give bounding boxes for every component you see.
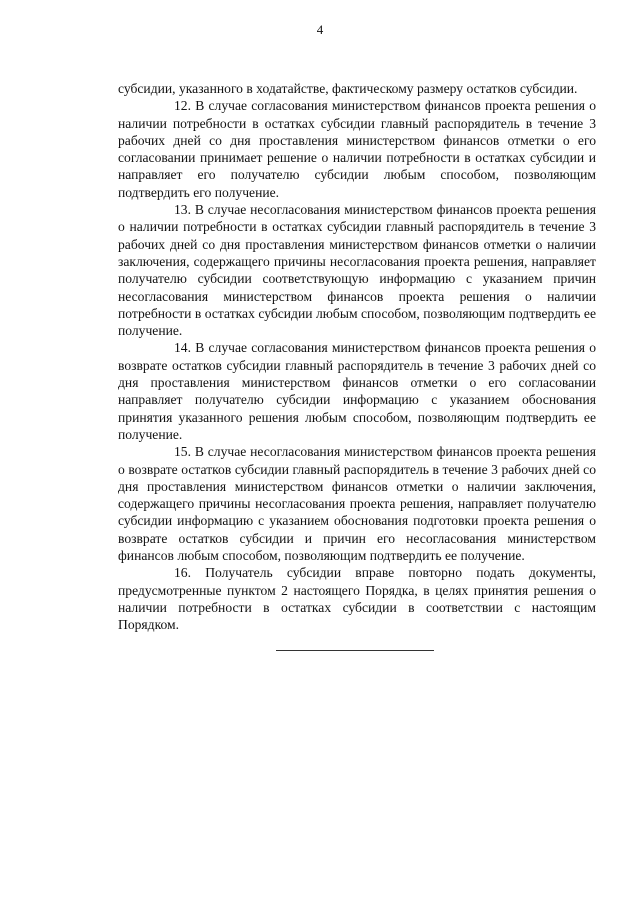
document-body bbox=[118, 80, 596, 634]
paragraph-12: 12. В случае согласования министерством финансов проекта решения о наличии потребности в остатках субсидии главный распорядитель в течение 3 рабочих дней со дня проставления министерством финансов отметки о его согласовании принимает решение о наличии потребности в остатках субсидии и направляет его получателю субсидии любым способом, позволяющим подтвердить его получение. bbox=[118, 98, 596, 200]
paragraph-13: 13. В случае несогласования министерством финансов проекта решения о наличии потребности в остатках субсидии главный распорядитель в течение 3 рабочих дней со дня проставления министерством финансов отметки о наличии заключения, содержащего причины несогласования проекта решения, направляет получателю субсидии соответствующую информацию с указанием причин несогласования министерством финансов проекта решения о наличии потребности в остатках субсидии любым способом, позволяющим подтвердить ее получение. bbox=[118, 202, 596, 339]
paragraph-15: 15. В случае несогласования министерством финансов проекта решения о возврате остатков субсидии главный распорядитель в течение 3 рабочих дней со дня проставления министерством финансов отметки о наличии заключения, содержащего причины несогласования проекта решения, направляет получателю субсидии информацию с указанием обоснования подготовки проекта решения о возврате остатков субсидии и причин его несогласования министерством финансов любым способом, позволяющим подтвердить ее получение. bbox=[118, 444, 596, 564]
end-divider-line bbox=[276, 650, 434, 651]
page-number: 4 bbox=[316, 22, 324, 37]
paragraph-16: 16. Получатель субсидии вправе повторно подать документы, предусмотренные пунктом 2 настоящего Порядка, в целях принятия решения о наличии потребности в остатках субсидии в соответствии с настоящим Порядком. bbox=[118, 565, 596, 633]
paragraph-continuation: субсидии, указанного в ходатайстве, фактическому размеру остатков субсидии. bbox=[118, 81, 578, 96]
paragraph-14: 14. В случае согласования министерством финансов проекта решения о возврате остатков субсидии главный распорядитель в течение 3 рабочих дней со дня проставления министерством финансов отметки о его согласовании направляет получателю субсидии информацию с указанием обоснования принятия указанного решения любым способом, позволяющим подтвердить ее получение. bbox=[118, 340, 596, 442]
